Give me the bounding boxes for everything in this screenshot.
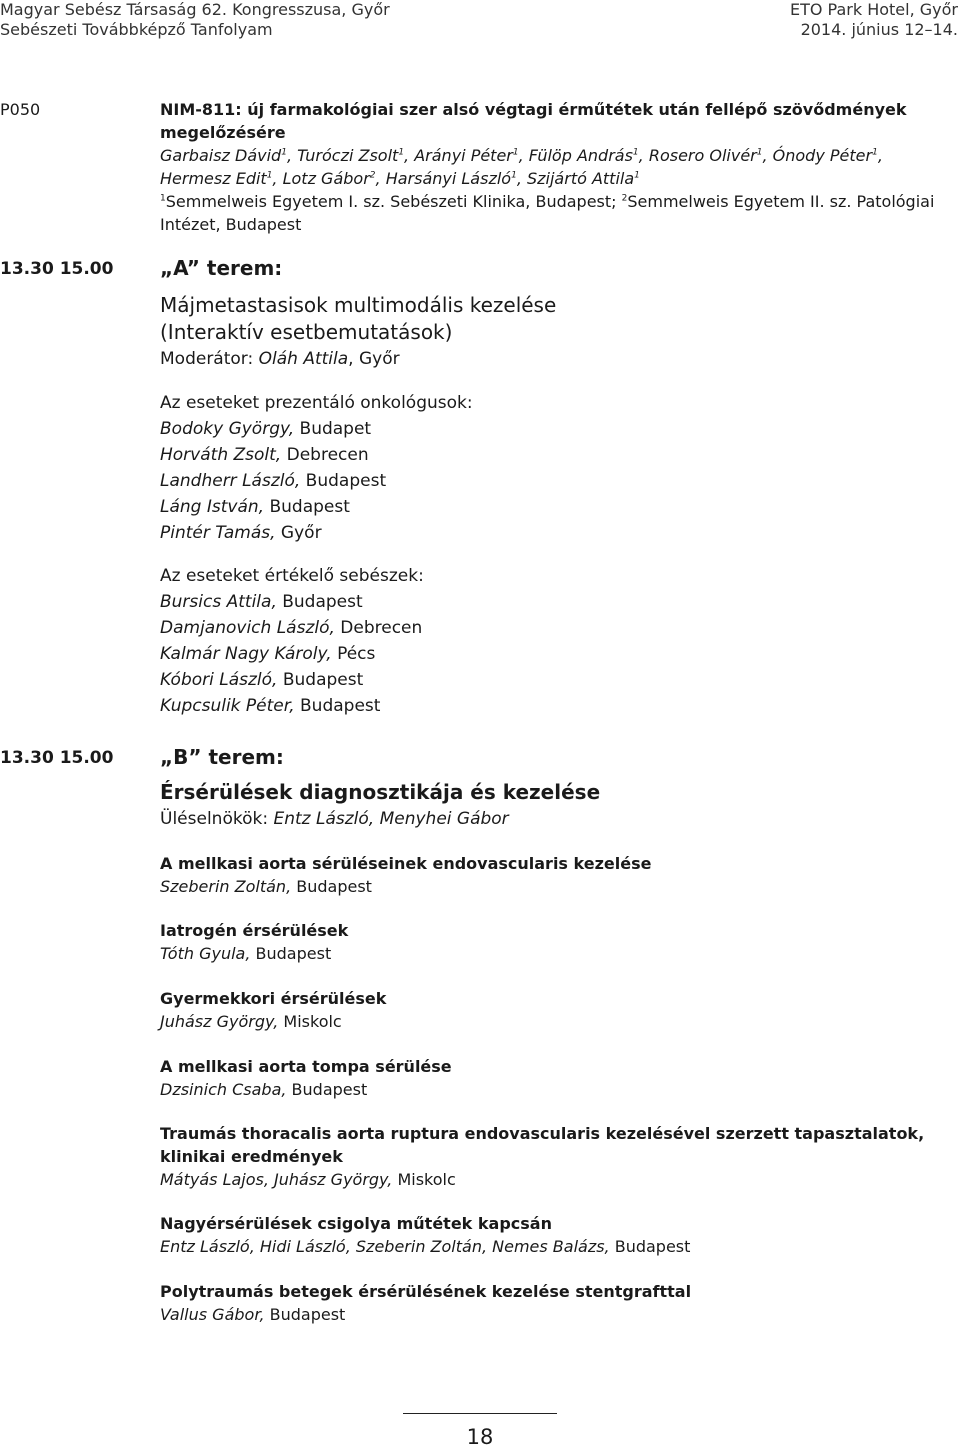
talk-title: Iatrogén érsérülések xyxy=(160,921,349,940)
session-a-moderator: Moderátor: Oláh Attila, Győr xyxy=(160,349,400,369)
talk xyxy=(160,919,950,965)
list-item: Bursics Attila, Budapest xyxy=(160,592,363,612)
talk-title: Gyermekkori érsérülések xyxy=(160,989,387,1008)
course-name: Sebészeti Továbbképző Tanfolyam xyxy=(0,20,273,39)
talk-authors: Entz László, Hidi László, Szeberin Zoltán, Nemes Balázs, Budapest xyxy=(160,1237,691,1256)
talk-title: Traumás thoracalis aorta ruptura endovascularis kezelésével szerzett tapasztalatok, xyxy=(160,1124,925,1143)
poster-authors-line1: Garbaisz Dávid$^1$, Turóczi Zsolt$^1$, Arányi Péter$^1$, Fülöp András$^1$, Rosero Olivér$^1$, Ónody Péter$^1$, xyxy=(160,146,883,165)
author: Lotz Gábor xyxy=(282,169,370,188)
author: Ónody Péter xyxy=(772,146,873,165)
congress-name: Magyar Sebész Társaság 62. Kongresszusa, Győr xyxy=(0,0,390,19)
evaluators-heading: Az eseteket értékelő sebészek: xyxy=(160,566,424,586)
talk-title: A mellkasi aorta sérüléseinek endovascularis kezelése xyxy=(160,854,652,873)
list-item: Damjanovich László, Debrecen xyxy=(160,618,423,638)
list-item: Kóbori László, Budapest xyxy=(160,670,364,690)
footer-rule xyxy=(403,1413,557,1414)
chairs-names: Entz László, Menyhei Gábor xyxy=(273,809,509,829)
poster-title-line2: megelőzésére xyxy=(160,123,286,142)
header-left xyxy=(0,0,390,40)
poster-affiliations-line1: $^1$Semmelweis Egyetem I. sz. Sebészeti Klinika, Budapest; $^2$Semmelweis Egyetem II. sz. Patológiai xyxy=(160,192,935,211)
talk xyxy=(160,1280,950,1326)
presenters-heading: Az eseteket prezentáló onkológusok: xyxy=(160,393,473,413)
list-item: Láng István, Budapest xyxy=(160,497,350,517)
poster-entry xyxy=(160,98,950,236)
talk-title: A mellkasi aorta tompa sérülése xyxy=(160,1057,452,1076)
session-b-time: 13.30 15.00 xyxy=(0,748,114,768)
venue: ETO Park Hotel, Győr xyxy=(789,0,958,19)
session-a-time: 13.30 15.00 xyxy=(0,259,114,279)
talk xyxy=(160,1212,950,1258)
list-item: Kalmár Nagy Károly, Pécs xyxy=(160,644,376,664)
talk xyxy=(160,987,950,1033)
evaluators-list xyxy=(160,563,950,719)
list-item: Kupcsulik Péter, Budapest xyxy=(160,696,381,716)
author: Hermesz Edit xyxy=(160,169,267,188)
author: Turóczi Zsolt xyxy=(297,146,399,165)
talk xyxy=(160,852,950,898)
talk-authors: Vallus Gábor, Budapest xyxy=(160,1305,346,1324)
author: Arányi Péter xyxy=(414,146,513,165)
session-b-title: Érsérülések diagnosztikája és kezelése xyxy=(160,780,601,804)
talk-title: Nagyérsérülések csigolya műtétek kapcsán xyxy=(160,1214,552,1233)
talk-title: Polytraumás betegek érsérülésének kezelése stentgrafttal xyxy=(160,1282,692,1301)
poster-code: P050 xyxy=(0,100,41,119)
author: Harsányi László xyxy=(385,169,512,188)
list-item: Bodoky György, Budapet xyxy=(160,419,372,439)
list-item: Horváth Zsolt, Debrecen xyxy=(160,445,369,465)
affiliation-1: Semmelweis Egyetem I. sz. Sebészeti Klinika, Budapest; xyxy=(165,192,617,211)
presenters-list xyxy=(160,390,950,546)
session-b-chairs: Üléselnökök: Entz László, Menyhei Gábor xyxy=(160,809,509,829)
moderator-name: Oláh Attila xyxy=(258,349,349,369)
header-right xyxy=(790,0,958,40)
session-a-title-line1: Májmetastasisok multimodális kezelése xyxy=(160,293,557,317)
talk-title-line2: klinikai eredmények xyxy=(160,1147,343,1166)
dates: 2014. június 12–14. xyxy=(800,20,958,39)
poster-affiliations-line2: Intézet, Budapest xyxy=(160,215,302,234)
list-item: Pintér Tamás, Győr xyxy=(160,523,322,543)
session-a-body xyxy=(160,292,950,372)
session-b-room: „B” terem: xyxy=(160,745,284,769)
author: Szijártó Attila xyxy=(526,169,635,188)
author: Fülöp András xyxy=(528,146,633,165)
talk-authors: Juhász György, Miskolc xyxy=(160,1012,342,1031)
author: Garbaisz Dávid xyxy=(160,146,282,165)
talk-authors: Dzsinich Csaba, Budapest xyxy=(160,1080,368,1099)
session-b-body xyxy=(160,779,950,832)
talk xyxy=(160,1055,950,1101)
poster-title-line1: NIM-811: új farmakológiai szer alsó végtagi érműtétek után fellépő szövődmények xyxy=(160,100,907,119)
list-item: Landherr László, Budapest xyxy=(160,471,387,491)
talk-authors: Tóth Gyula, Budapest xyxy=(160,944,332,963)
page-number: 18 xyxy=(466,1425,494,1449)
author: Rosero Olivér xyxy=(648,146,757,165)
session-a-room: „A” terem: xyxy=(160,256,283,280)
talk-authors: Mátyás Lajos, Juhász György, Miskolc xyxy=(160,1170,456,1189)
affiliation-2: Semmelweis Egyetem II. sz. Patológiai xyxy=(627,192,935,211)
talk-authors: Szeberin Zoltán, Budapest xyxy=(160,877,372,896)
talk xyxy=(160,1122,950,1191)
session-a-title-line2: (Interaktív esetbemutatások) xyxy=(160,320,453,344)
poster-authors-line2: Hermesz Edit$^1$, Lotz Gábor$^2$, Harsányi László$^1$, Szijártó Attila$^1$ xyxy=(160,169,640,188)
